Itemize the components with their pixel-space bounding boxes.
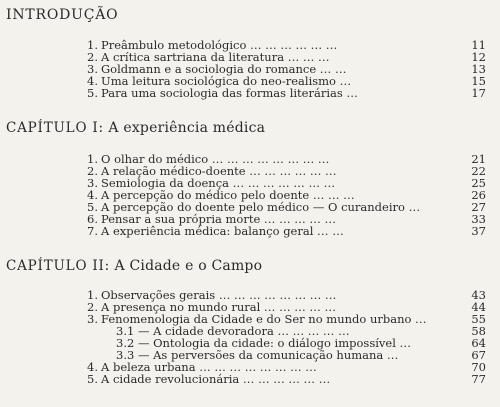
entry-number: 1. [87, 152, 98, 166]
entry-number: 2. [87, 300, 98, 314]
entry-number: 5. [87, 372, 98, 386]
entry-number: 1. [87, 288, 98, 302]
section-heading-label: CAPÍTULO I: [6, 120, 104, 136]
toc-entry [0, 373, 500, 385]
entry-page: 43 [471, 288, 486, 302]
entry-page: 11 [471, 38, 486, 52]
entry-title: Preâmbulo metodológico … … … … … … [101, 38, 338, 52]
entry-number: 4. [87, 360, 98, 374]
entry-number: 4. [87, 188, 98, 202]
entry-page: 13 [471, 62, 486, 76]
entry-page: 12 [471, 50, 486, 64]
entry-number: 3. [87, 312, 98, 326]
entry-page: 26 [471, 188, 486, 202]
toc-entry [0, 225, 500, 237]
entry-number: 2. [87, 50, 98, 64]
entry-page: 58 [471, 324, 486, 338]
entry-page: 37 [471, 224, 486, 238]
entry-title: O olhar do médico … … … … … … … … [101, 152, 330, 166]
section-heading-capitulo-2 [6, 258, 262, 274]
entry-title: 3.2 — Ontologia da cidade: o diálogo impossível … [116, 336, 412, 350]
entry-page: 77 [471, 372, 486, 386]
entry-number: 4. [87, 74, 98, 88]
entry-page: 22 [471, 164, 486, 178]
section-heading-title: A experiência médica [108, 120, 266, 136]
entry-page: 33 [471, 212, 486, 226]
entry-page: 67 [471, 348, 486, 362]
entry-title: A beleza urbana … … … … … … … … [101, 360, 317, 374]
entry-title: A experiência médica: balanço geral … … [101, 224, 344, 238]
entry-title: Fenomenologia da Cidade e do Ser no mundo urbano … [101, 312, 427, 326]
entry-number: 3. [87, 62, 98, 76]
entry-title: Observações gerais … … … … … … … … [101, 288, 337, 302]
entry-title: Para uma sociologia das formas literárias … [101, 86, 358, 100]
entry-title: A relação médico-doente … … … … … … [101, 164, 337, 178]
entry-title: A presença no mundo rural … … … … … [101, 300, 337, 314]
entry-title: A cidade revolucionária … … … … … … [101, 372, 331, 386]
entry-title: Pensar a sua própria morte … … … … … [101, 212, 337, 226]
section-heading-capitulo-1 [6, 120, 265, 136]
section-heading-label: INTRODUÇÃO [6, 7, 119, 23]
entry-page: 55 [471, 312, 486, 326]
section-heading-label: CAPÍTULO II: [6, 258, 111, 274]
entry-title: 3.1 — A cidade devoradora … … … … … [116, 324, 350, 338]
entry-page: 21 [471, 152, 486, 166]
entry-page: 15 [471, 74, 486, 88]
entry-number: 1. [87, 38, 98, 52]
toc-entry [0, 87, 500, 99]
entry-title: Uma leitura sociológica do neo-realismo … [101, 74, 352, 88]
entry-title: A crítica sartriana da literatura … … … [101, 50, 330, 64]
entry-number: 7. [87, 224, 98, 238]
entry-title: Semiologia da doença … … … … … … … [101, 176, 336, 190]
entry-number: 5. [87, 200, 98, 214]
entry-page: 70 [471, 360, 486, 374]
entry-number: 6. [87, 212, 98, 226]
entry-page: 64 [471, 336, 486, 350]
entry-title: A percepção do doente pelo médico — O curandeiro … [101, 200, 421, 214]
section-heading-introducao [6, 7, 118, 23]
section-heading-title: A Cidade e o Campo [114, 258, 263, 274]
entry-page: 44 [471, 300, 486, 314]
entry-number: 3. [87, 176, 98, 190]
entry-title: 3.3 — As perversões da comunicação humana … [116, 348, 399, 362]
entry-number: 2. [87, 164, 98, 178]
entry-page: 25 [471, 176, 486, 190]
entry-page: 17 [471, 86, 486, 100]
entry-number: 5. [87, 86, 98, 100]
entry-title: Goldmann e a sociologia do romance … … [101, 62, 347, 76]
entry-page: 27 [471, 200, 486, 214]
entry-title: A percepção do médico pelo doente … … … [101, 188, 355, 202]
